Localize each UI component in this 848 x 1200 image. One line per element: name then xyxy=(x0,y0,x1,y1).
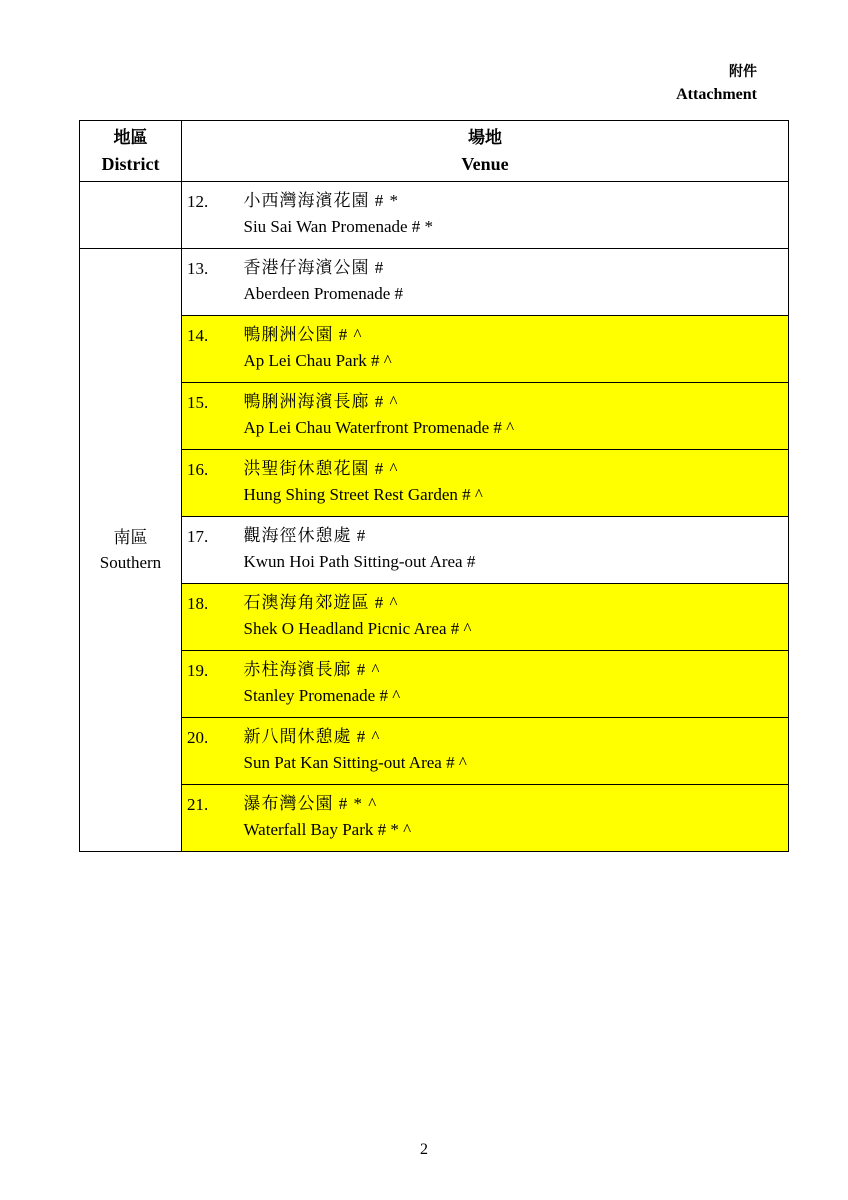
venue-name-en: Siu Sai Wan Promenade # * xyxy=(243,217,434,236)
table-row xyxy=(80,785,789,852)
table-header-row xyxy=(80,121,789,182)
venue-cell xyxy=(244,383,789,450)
venue-number: 15. xyxy=(182,383,244,450)
venue-cell xyxy=(244,718,789,785)
venue-number: 16. xyxy=(182,450,244,517)
table-row xyxy=(80,249,789,316)
district-cell-continued xyxy=(80,182,182,249)
district-name-zh: 南區 xyxy=(113,528,148,547)
attachment-label-en: Attachment xyxy=(676,86,757,103)
attachment-label-zh: 附件 xyxy=(729,65,757,80)
venue-cell xyxy=(244,316,789,383)
venue-name-zh: 石澳海角郊遊區 # ^ xyxy=(243,593,399,612)
table-row xyxy=(80,182,789,249)
venue-header-zh: 場地 xyxy=(468,128,502,147)
venue-cell xyxy=(244,584,789,651)
venue-table xyxy=(79,120,789,852)
table-row xyxy=(80,450,789,517)
venue-cell xyxy=(244,450,789,517)
venue-number: 20. xyxy=(182,718,244,785)
page-number: 2 xyxy=(420,1141,428,1158)
table-row xyxy=(80,383,789,450)
venue-number: 19. xyxy=(182,651,244,718)
venue-cell xyxy=(244,182,789,249)
venue-number: 21. xyxy=(182,785,244,852)
venue-name-zh: 洪聖街休憩花園 # ^ xyxy=(243,459,399,478)
district-name-en: Southern xyxy=(99,553,162,572)
venue-name-zh: 新八間休憩處 # ^ xyxy=(243,727,381,746)
venue-header-en: Venue xyxy=(461,154,509,174)
venue-name-en: Ap Lei Chau Park # ^ xyxy=(243,351,392,370)
district-cell-southern xyxy=(80,249,182,852)
venue-name-zh: 小西灣海濱花園 # * xyxy=(243,191,399,210)
venue-name-zh: 香港仔海濱公園 # xyxy=(243,258,385,277)
venue-name-en: Ap Lei Chau Waterfront Promenade # ^ xyxy=(243,418,515,437)
venue-name-zh: 鴨脷洲公園 # ^ xyxy=(243,325,363,344)
venue-name-zh: 觀海徑休憩處 # xyxy=(243,526,367,545)
venue-cell xyxy=(244,249,789,316)
venue-name-zh: 赤柱海濱長廊 # ^ xyxy=(243,660,381,679)
venue-name-en: Kwun Hoi Path Sitting-out Area # xyxy=(243,552,476,571)
venue-name-en: Aberdeen Promenade # xyxy=(243,284,404,303)
table-row xyxy=(80,517,789,584)
venue-name-en: Sun Pat Kan Sitting-out Area # ^ xyxy=(243,753,467,772)
district-header xyxy=(80,121,182,182)
district-header-zh: 地區 xyxy=(113,128,148,147)
venue-number: 18. xyxy=(182,584,244,651)
table-row xyxy=(80,316,789,383)
venue-name-en: Shek O Headland Picnic Area # ^ xyxy=(243,619,472,638)
venue-number: 14. xyxy=(182,316,244,383)
table-row xyxy=(80,718,789,785)
venue-name-zh: 瀑布灣公園 # * ^ xyxy=(243,794,378,813)
venue-cell xyxy=(244,651,789,718)
venue-cell xyxy=(244,517,789,584)
venue-name-en: Stanley Promenade # ^ xyxy=(243,686,401,705)
venue-number: 13. xyxy=(182,249,244,316)
venue-header xyxy=(182,121,789,182)
venue-cell xyxy=(244,785,789,852)
venue-name-zh: 鴨脷洲海濱長廊 # ^ xyxy=(243,392,399,411)
venue-number: 17. xyxy=(182,517,244,584)
venue-name-en: Waterfall Bay Park # * ^ xyxy=(243,820,412,839)
attachment-label xyxy=(676,62,757,106)
table-row xyxy=(80,584,789,651)
venue-number: 12. xyxy=(182,182,244,249)
table-row xyxy=(80,651,789,718)
venue-name-en: Hung Shing Street Rest Garden # ^ xyxy=(243,485,483,504)
district-header-en: District xyxy=(101,154,160,174)
